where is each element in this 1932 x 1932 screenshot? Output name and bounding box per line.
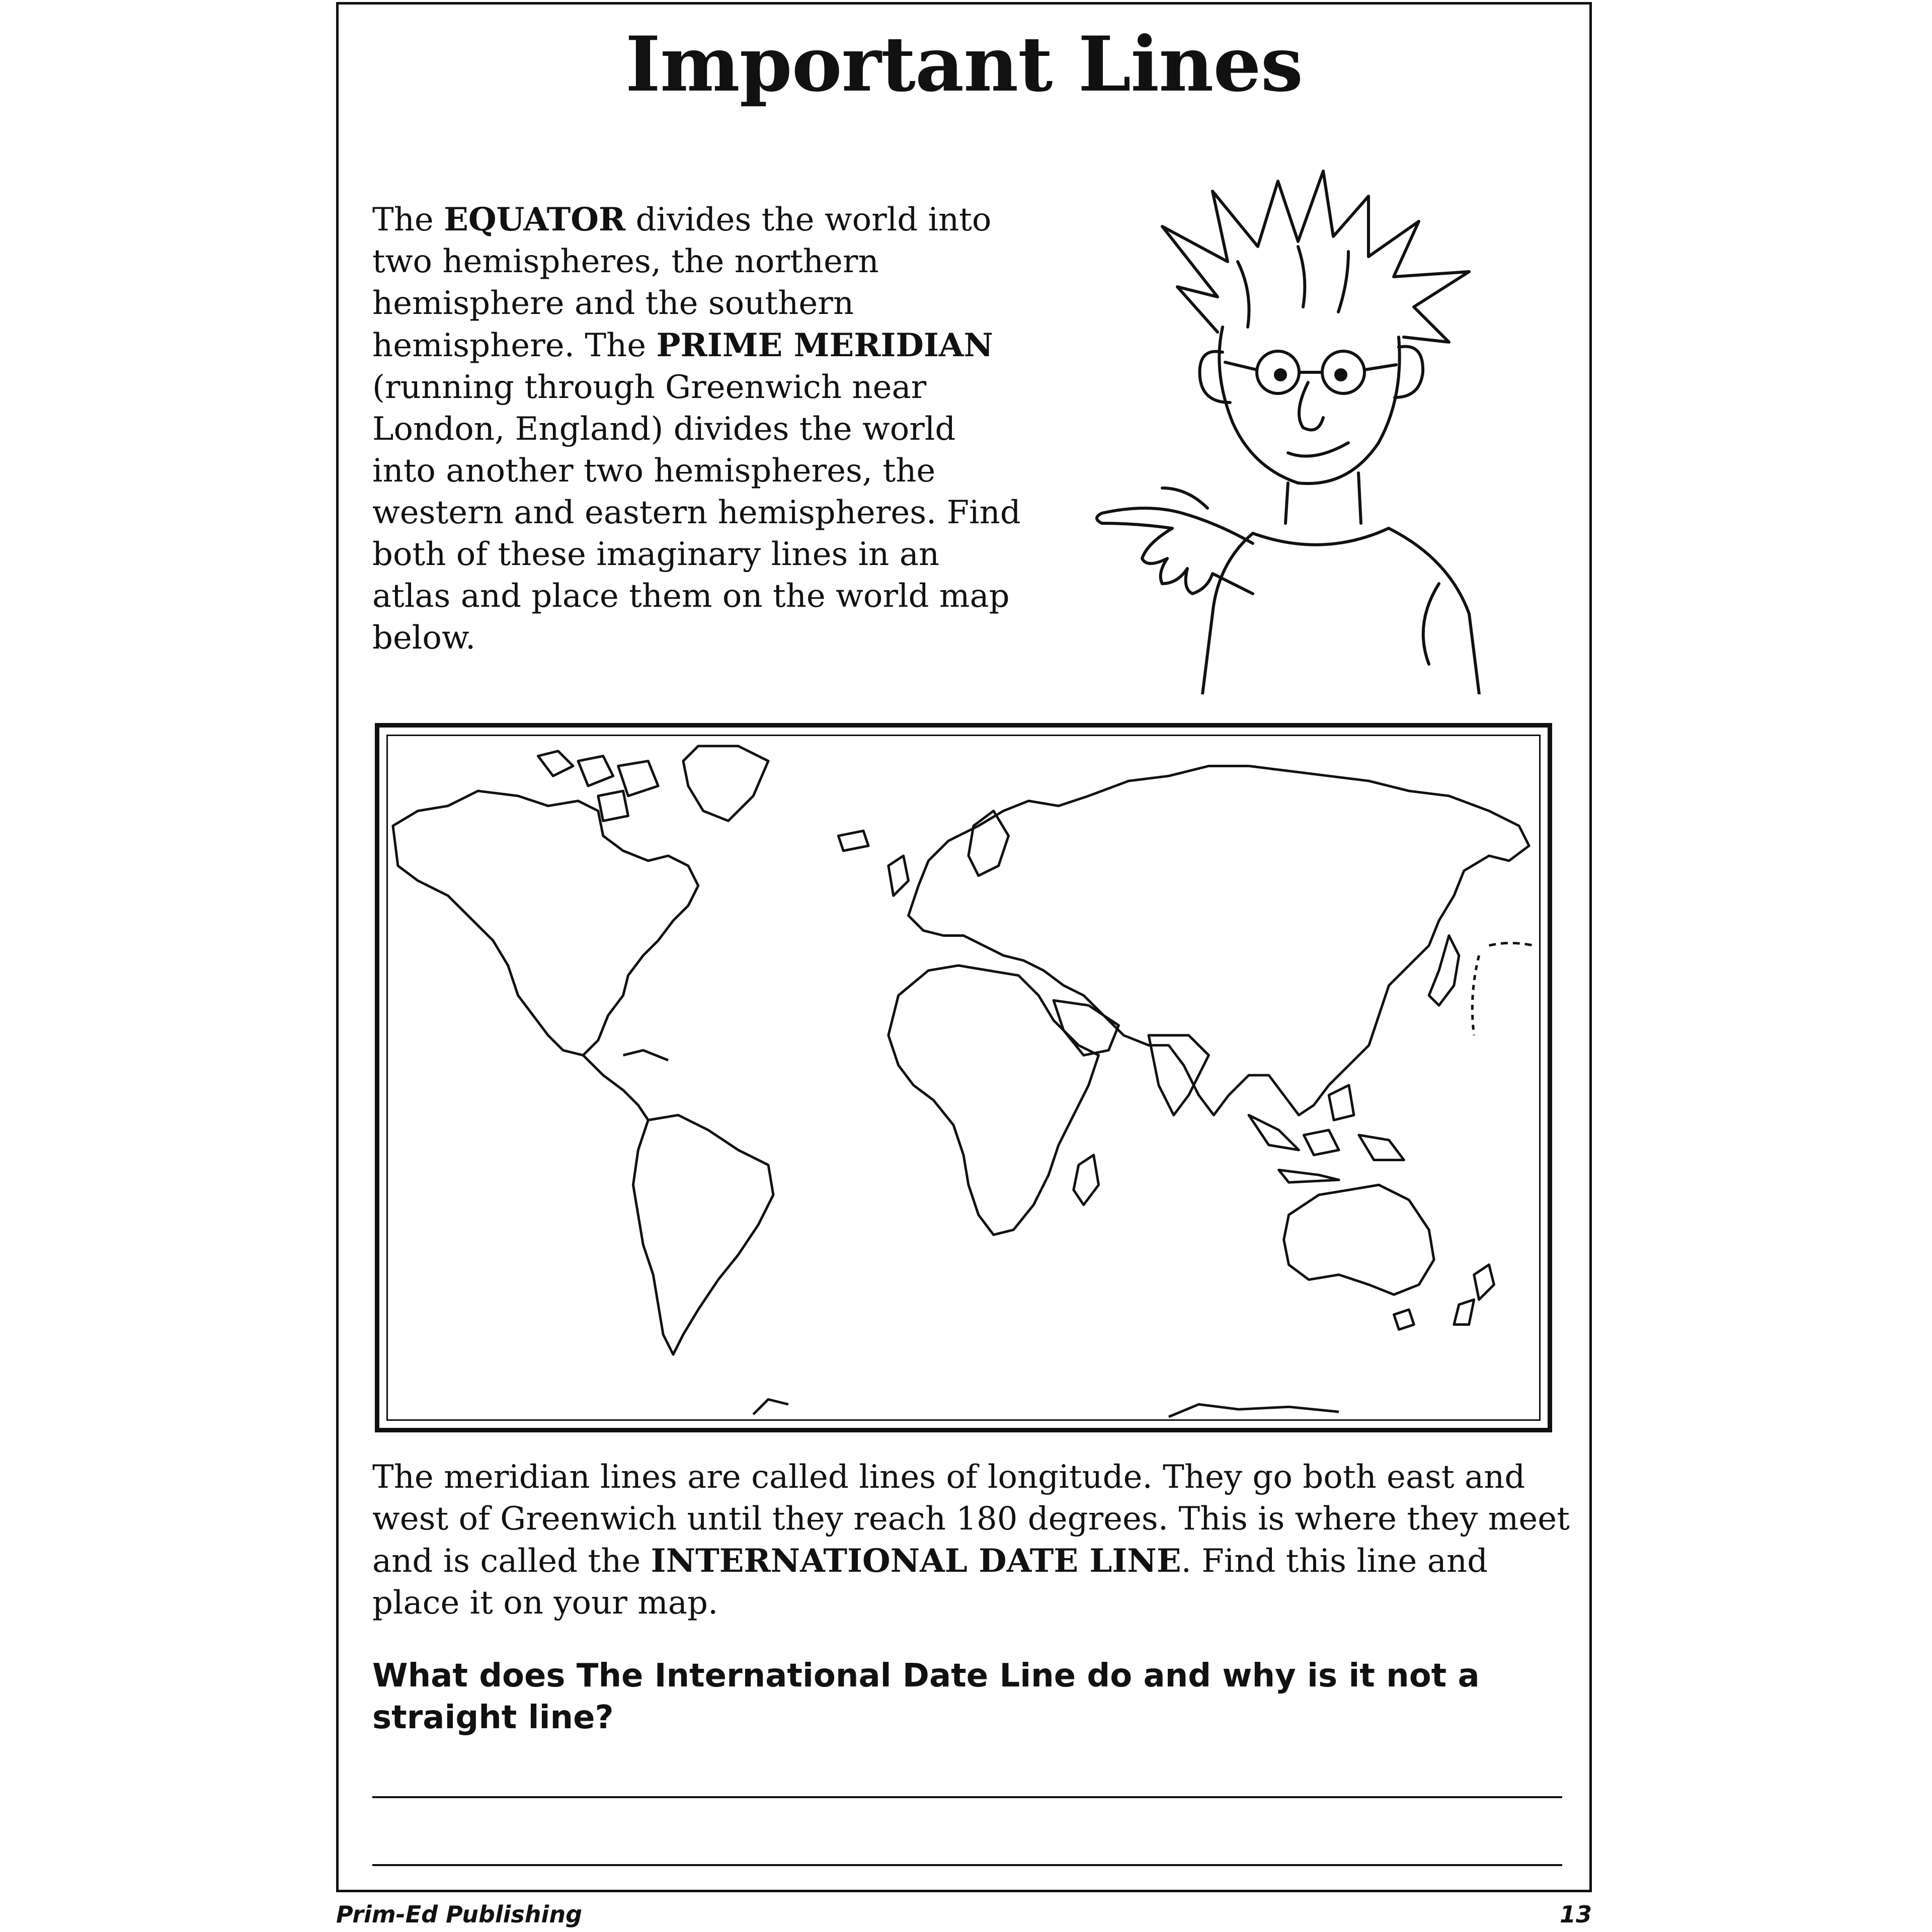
intro-text-1: The — [372, 201, 444, 238]
australia-outline — [1284, 1185, 1434, 1295]
prime-meridian-term: PRIME MERIDIAN — [656, 327, 993, 364]
para-text-1: The meridian lines are called lines of longitude. They go both east and west of Greenwich until they reach 180 degrees. This is where they meet and is called the — [372, 1459, 1570, 1580]
para-text-2: . Find this line and place it on your map. — [372, 1543, 1488, 1622]
intro-text-3: (running through Greenwich near London, England) divides the world into another two hemispheres, the western and eastern hemispheres. Find both of these imaginary lines in an atlas and place them on the world map below. — [372, 369, 1021, 657]
page-number: 13 — [1559, 1901, 1592, 1928]
eurasia-outline — [909, 766, 1530, 1115]
cartoon-boy-illustration — [1087, 161, 1530, 694]
world-map-inner-frame — [386, 735, 1541, 1421]
north-america-outline — [393, 791, 698, 1055]
answer-line-2[interactable] — [372, 1864, 1562, 1866]
answer-line-1[interactable] — [372, 1796, 1562, 1798]
world-map-outline — [388, 736, 1539, 1419]
intro-text-2: divides the world into two hemispheres, the northern hemisphere and the southern hemisphere. The — [372, 201, 992, 364]
greenland-outline — [683, 746, 768, 821]
world-map[interactable] — [375, 723, 1552, 1432]
page-title: Important Lines — [625, 20, 1303, 109]
date-line-paragraph — [372, 1457, 1580, 1624]
africa-outline — [889, 965, 1099, 1235]
south-america-outline — [633, 1115, 773, 1354]
international-date-line-term: INTERNATIONAL DATE LINE — [651, 1542, 1181, 1580]
publisher-name: Prim-Ed Publishing — [336, 1901, 582, 1928]
equator-term: EQUATOR — [444, 201, 626, 238]
question-text: What does The International Date Line do and why is it not a straight line? — [372, 1657, 1480, 1736]
intro-paragraph — [372, 199, 1026, 659]
